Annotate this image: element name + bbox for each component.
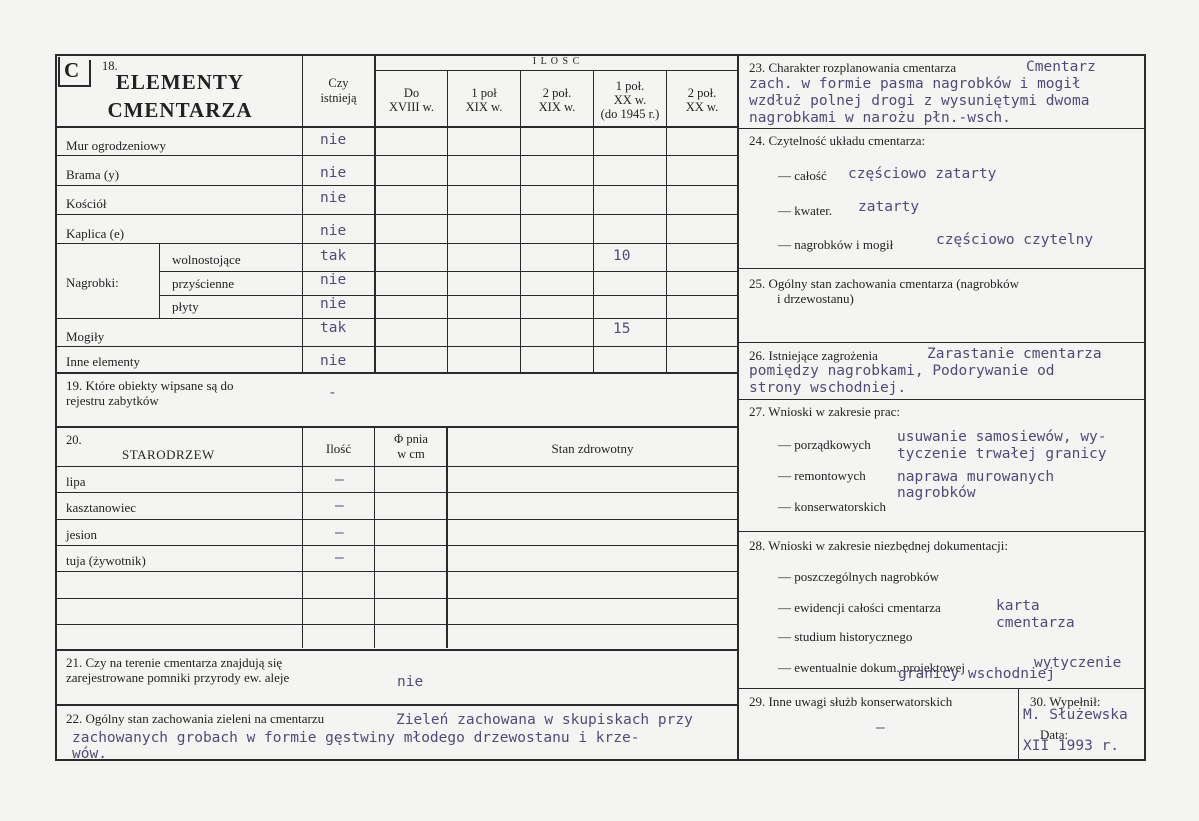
q25-label: 25. Ogólny stan zachowania cmentarza (nagrobków i drzewostanu) <box>749 276 1020 306</box>
q27-rem-label: — remontowych <box>778 468 866 483</box>
q26-label: 26. Istniejące zagrożenia <box>749 348 878 363</box>
q27-kons-label: — konserwatorskich <box>778 499 886 514</box>
q24-item-label: — nagrobków i mogił <box>778 237 894 252</box>
section-letter: C <box>64 58 80 82</box>
q23-answer: wzdłuż polnej drogi z wysuniętymi dwoma <box>749 93 1090 109</box>
exists-value: tak <box>320 320 347 336</box>
q28-label: 28. Wnioski w zakresie niezbędnej dokumentacji: <box>749 538 1008 553</box>
q28-item-label: — poszczególnych nagrobków <box>778 569 940 584</box>
q26-answer: pomiędzy nagrobkami, Podorywanie od <box>749 363 1055 379</box>
elements-title-1: ELEMENTY <box>115 70 245 94</box>
exists-value: nie <box>320 353 347 369</box>
element-label: płyty <box>172 299 199 314</box>
tree-name: tuja (żywotnik) <box>66 553 146 568</box>
q27-porz-answer: tyczenie trwałej granicy <box>897 446 1107 462</box>
q28-ewid-answer: cmentarza <box>996 615 1075 631</box>
q24-item-label: — kwater. <box>778 203 833 218</box>
q23-answer: Cmentarz <box>1026 59 1096 75</box>
element-label: Mur ogrodzeniowy <box>66 138 167 153</box>
q23-answer: zach. w formie pasma nagrobków i mogił <box>749 76 1081 92</box>
section-number: 18. <box>102 59 118 73</box>
exists-value: nie <box>320 296 347 312</box>
col-stan-zdrowotny: Stan zdrowotny <box>551 441 634 456</box>
q22-label: 22. Ogólny stan zachowania zieleni na cmentarzu <box>66 711 325 726</box>
q24-item-answer: częściowo czytelny <box>936 232 1094 248</box>
exists-value: tak <box>320 248 347 264</box>
exists-value: nie <box>320 165 347 181</box>
q24-label: 24. Czytelność układu cmentarza: <box>749 133 926 148</box>
q27-label: 27. Wnioski w zakresie prac: <box>749 404 901 419</box>
q28-proj-answer: wytyczenie <box>1034 655 1122 671</box>
q21-answer: nie <box>397 674 424 690</box>
element-label: Kaplica (e) <box>66 226 125 241</box>
q28-item-label: — ewentualnie dokum. projektowej <box>778 660 966 675</box>
q28-item-label: — studium historycznego <box>778 629 913 644</box>
tree-name: jesion <box>66 527 98 542</box>
exists-value: nie <box>320 272 347 288</box>
q22-answer: Zieleń zachowana w skupiskach przy <box>396 712 693 728</box>
tree-count: — <box>335 525 344 541</box>
q27-porz-answer: usuwanie samosiewów, wy- <box>897 429 1107 445</box>
q28-item-label: — ewidencji całości cmentarza <box>778 600 941 615</box>
tree-name: kasztanowiec <box>66 500 137 515</box>
q26-answer: strony wschodniej. <box>749 380 907 396</box>
q28-ewid-answer: karta <box>996 598 1040 614</box>
q19-label: 19. Które obiekty wipsane są do rejestru zabytków <box>66 378 234 408</box>
element-label: Kościół <box>66 196 107 211</box>
q24-item-answer: częściowo zatarty <box>848 166 997 182</box>
q30-name: M. Służewska <box>1023 707 1128 723</box>
q26-answer: Zarastanie cmentarza <box>927 346 1102 362</box>
q24-item-answer: zatarty <box>858 199 920 215</box>
q30-date-label: Data: <box>1040 727 1069 742</box>
count-value: 10 <box>613 248 631 264</box>
starodrzew-title: STARODRZEW <box>122 447 215 462</box>
q28-proj-answer: granicy wschodniej <box>898 666 1056 682</box>
q27-porz-label: — porządkowych <box>778 437 871 452</box>
element-label: Brama (y) <box>66 167 120 182</box>
tree-name: lipa <box>66 474 86 489</box>
period-header: Do XVIII w. <box>388 86 434 114</box>
period-header: 1 poł XIX w. <box>465 86 503 114</box>
col-ilosc: Ilość <box>325 441 352 456</box>
period-header: 2 poł. XX w. <box>685 86 719 114</box>
q23-answer: nagrobkami w narożu płn.-wsch. <box>749 110 1011 126</box>
element-label: przyścienne <box>172 276 235 291</box>
tree-count: — <box>335 550 344 566</box>
period-header: 2 poł. XIX w. <box>538 86 576 114</box>
q27-rem-answer: nagrobków <box>897 485 976 501</box>
exists-value: nie <box>320 223 347 239</box>
q30-label: 30. Wypełnił: <box>1030 694 1101 709</box>
q24-item-label: — całość <box>778 168 827 183</box>
count-value: 15 <box>613 321 631 337</box>
q30-date: XII 1993 r. <box>1023 738 1120 754</box>
q21-label: 21. Czy na terenie cmentarza znajdują się zarejestrowane pomniki przyrody ew. aleje <box>66 655 290 685</box>
element-label: Inne elementy <box>66 354 140 369</box>
ilosc-header: I L O Ś C <box>532 56 581 67</box>
q22-answer: zachowanych grobach w formie gęstwiny młodego drzewostanu i krze- <box>72 730 640 746</box>
q29-answer: — <box>876 720 885 736</box>
q27-rem-answer: naprawa murowanych <box>897 469 1055 485</box>
q20-number: 20. <box>66 433 82 447</box>
czy-istnieja-header: Czy istnieją <box>320 76 357 105</box>
element-label: Mogiły <box>66 329 105 344</box>
exists-value: nie <box>320 132 347 148</box>
q19-answer: - <box>328 385 337 401</box>
tree-count: — <box>335 472 344 488</box>
element-label: wolnostojące <box>172 252 241 267</box>
q29-label: 29. Inne uwagi służb konserwatorskich <box>749 694 953 709</box>
elements-title-2: CMENTARZA <box>107 98 253 122</box>
nagrobki-group-label: Nagrobki: <box>66 275 119 290</box>
exists-value: nie <box>320 190 347 206</box>
tree-count: — <box>335 498 344 514</box>
q22-answer: wów. <box>72 746 107 762</box>
q23-label: 23. Charakter rozplanowania cmentarza <box>749 60 957 75</box>
col-pnia: Φ pnia w cm <box>394 432 428 461</box>
period-header: 1 poł. XX w. (do 1945 r.) <box>600 79 660 121</box>
